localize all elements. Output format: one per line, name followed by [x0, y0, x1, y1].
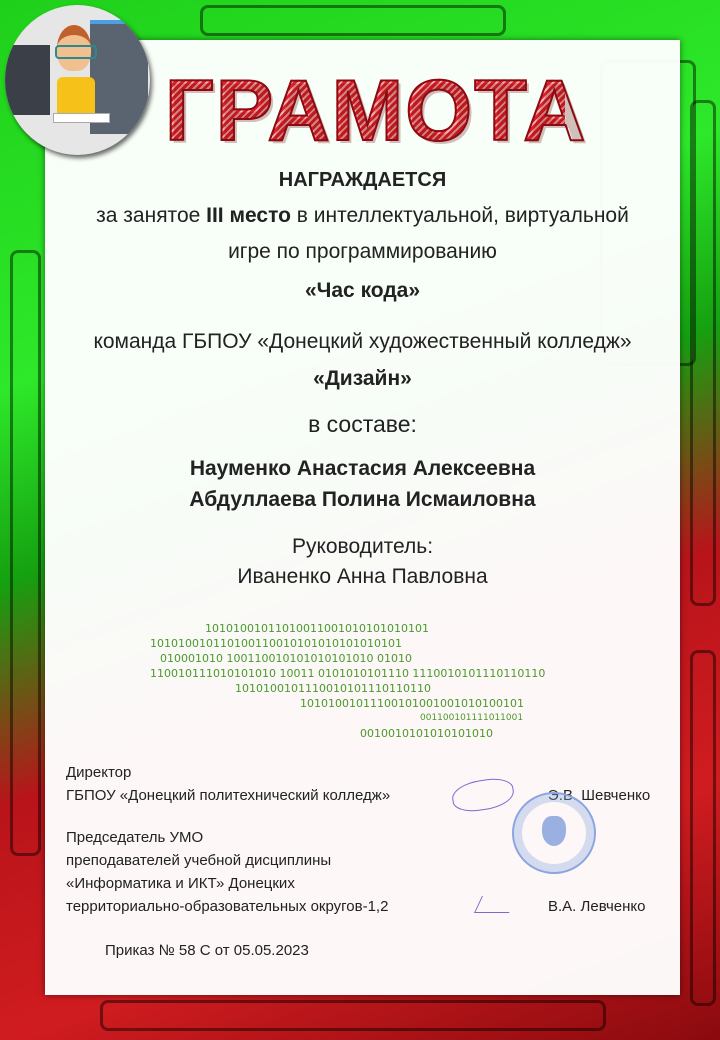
programmer-illustration	[5, 5, 150, 155]
award-text: за занятое	[96, 204, 207, 227]
binary-line: 001100101111011001	[420, 713, 524, 723]
binary-line: 1010100101110010101110110110	[235, 682, 431, 695]
team-name: «Дизайн»	[313, 367, 412, 390]
team-line: команда ГБПОУ «Донецкий художественный колледж»	[93, 330, 632, 353]
binary-line: 0010010101010101010	[360, 727, 493, 740]
event-name: «Час кода»	[304, 279, 421, 302]
award-reason-line-2: игре по программированию	[228, 240, 497, 263]
signer-title: Председатель УМО	[66, 829, 204, 846]
leader-name: Иваненко Анна Павловна	[237, 565, 488, 588]
signer-name: Э.В. Шевченко	[548, 787, 651, 804]
signer-title: «Информатика и ИКТ» Донецких	[66, 875, 295, 892]
signer-title: преподавателей учебной дисциплины	[66, 852, 332, 869]
order-reference: Приказ № 58 С от 05.05.2023	[105, 942, 309, 959]
binary-line: 110010111010101010 10011 0101010101110 1110010101110110110	[150, 667, 546, 680]
awarded-heading: НАГРАЖДАЕТСЯ	[278, 169, 447, 191]
composition-label: в составе:	[308, 411, 417, 437]
place: III место	[206, 204, 291, 227]
binary-line: 10101001011010011001010101010101	[205, 622, 429, 635]
leader-label: Руководитель:	[291, 535, 434, 558]
certificate-title: ГРАМОТА	[165, 63, 588, 159]
binary-line: 10101001011100101001001010100101	[300, 697, 524, 710]
signer-title: Директор	[66, 764, 132, 781]
signer-title: ГБПОУ «Донецкий политехнический колледж»	[66, 787, 391, 804]
member-2: Абдуллаева Полина Исмаиловна	[189, 488, 536, 511]
binary-line: 101010010110100110010101010101010101	[150, 637, 402, 650]
official-stamp	[512, 792, 596, 874]
award-text: в интеллектуальной, виртуальной	[290, 204, 629, 227]
binary-line: 010001010 100110010101010101010 01010	[160, 652, 412, 665]
award-reason-line	[45, 204, 680, 228]
signer-title: территориально-образовательных округов-1,2	[66, 898, 389, 915]
member-1: Науменко Анастасия Алексеевна	[189, 457, 536, 480]
signer-name: В.А. Левченко	[548, 898, 646, 915]
eagle-emblem-icon	[542, 816, 566, 846]
